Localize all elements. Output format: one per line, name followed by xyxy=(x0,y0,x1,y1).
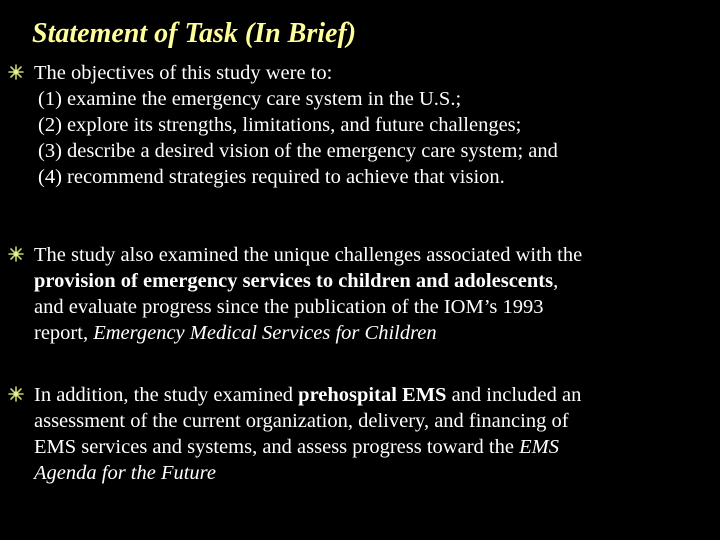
agenda-title-part: Agenda for the Future xyxy=(34,462,216,484)
bullet-line: and evaluate progress since the publication of the IOM’s 1993 xyxy=(34,296,544,318)
bold-phrase: provision of emergency services to children and adolescents xyxy=(34,270,554,292)
bold-phrase: prehospital EMS xyxy=(298,384,447,406)
bullet-line xyxy=(34,434,706,460)
text-prefix: report, xyxy=(34,322,94,344)
bullet-lead-text: The objectives of this study were to: xyxy=(34,62,333,84)
objective-item-3: (3) describe a desired vision of the emergency care system; and xyxy=(38,140,558,162)
bullet-line: assessment of the current organization, delivery, and financing of xyxy=(34,410,569,432)
objective-item-2: (2) explore its strengths, limitations, and future challenges; xyxy=(38,114,522,136)
bullet-line xyxy=(34,460,706,486)
text-post: and included an xyxy=(446,384,582,406)
bullet-objectives xyxy=(34,60,706,190)
bullet-line xyxy=(34,320,706,346)
bullet-prehospital-ems xyxy=(34,382,706,486)
text-pre: In addition, the study examined xyxy=(34,384,299,406)
bullet-line xyxy=(34,268,706,294)
starburst-bullet-icon xyxy=(8,64,24,80)
report-title: Emergency Medical Services for Children xyxy=(93,322,437,344)
bullet-line xyxy=(34,382,706,408)
agenda-title-part: EMS xyxy=(519,436,559,458)
text-pre: EMS services and systems, and assess progress toward the xyxy=(34,436,520,458)
starburst-bullet-icon xyxy=(8,386,24,402)
starburst-bullet-icon xyxy=(8,246,24,262)
objective-item-1: (1) examine the emergency care system in the U.S.; xyxy=(38,88,462,110)
bullet-children-services xyxy=(34,242,706,346)
objective-item-4: (4) recommend strategies required to achieve that vision. xyxy=(38,166,505,188)
slide-title: Statement of Task (In Brief) xyxy=(32,18,357,49)
bullet-line: The study also examined the unique challenges associated with the xyxy=(34,244,583,266)
punctuation: , xyxy=(553,270,559,292)
